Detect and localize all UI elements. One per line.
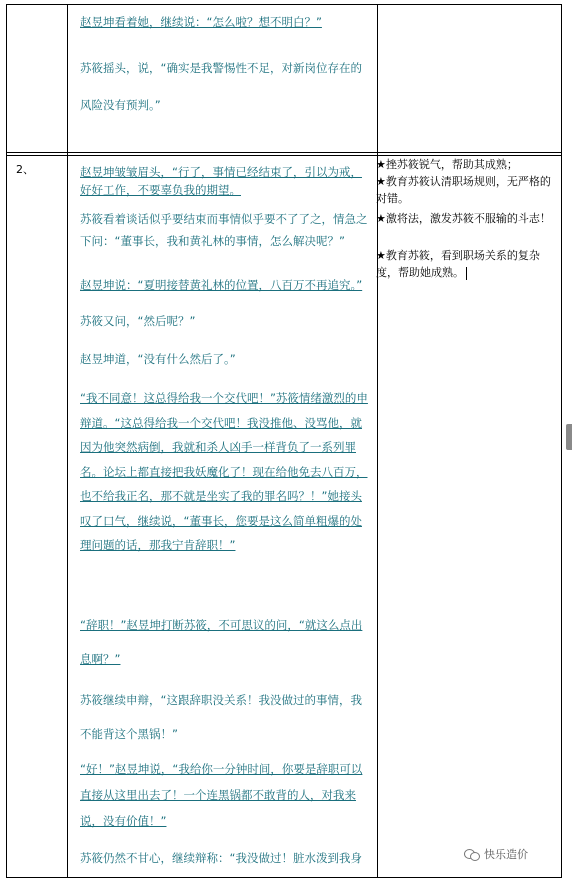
side-scroll-tab[interactable] — [566, 424, 572, 450]
row2-paragraph-6: “我不同意！这总得给我一个交代吧！”苏筱情绪激烈的申辩道。“这总得给我一个交代吧！我没推他、没骂他，就因为他突然病倒，我就和杀人凶手一样背负了一系列罪名。论坛上都直接把我妖魔化了！现在给他免去八百万，也不给我正名，那不就是坐实了我的罪名吗？！”她接头叹了口气，继续说，“董事长，您要是这么简单粗爆的处理问题的话，那我宁肯辞职！” — [80, 391, 368, 552]
row1-paragraph-1: 赵昱坤看着她，继续说：“怎么啦？想不明白？” — [80, 15, 322, 29]
column-divider — [67, 5, 68, 877]
note-item — [376, 247, 556, 281]
row2-paragraph-3: 赵昱坤说：“夏明接替黄礼林的位置，八百万不再追究。” — [80, 278, 363, 292]
note-item: ★激将法，激发苏筱不服输的斗志！ — [376, 212, 551, 225]
row2-paragraph-10: 苏筱仍然不甘心，继续辩称：“我没做过！脏水泼到我身 — [80, 851, 362, 865]
text-cursor — [466, 267, 467, 280]
row2-paragraph-1: 赵昱坤皱皱眉头，“行了，事情已经结束了，引以为戒，好好工作，不要辜负我的期望。 — [80, 165, 362, 197]
row2-paragraph-5: 赵昱坤道，“没有什么然后了。” — [80, 352, 236, 366]
row2-paragraph-7: “辞职！”赵昱坤打断苏筱，不可思议的问，“就这么点出息啊？” — [80, 618, 363, 666]
row2-paragraph-2: 苏筱看着谈话似乎要结束而事情似乎要不了了之，情急之下问：“董事长，我和黄礼林的事情，怎么解决呢？” — [80, 212, 368, 248]
note-item: ★教育苏筱认清职场规则，无严格的对错。 — [376, 175, 551, 205]
row1-paragraph-2: 苏筱摇头，说，“确实是我警惕性不足，对新岗位存在的风险没有预判。” — [80, 61, 362, 112]
note-item: ★挫苏筱锐气，帮助其成熟； — [376, 158, 518, 171]
row2-paragraph-8: 苏筱继续申辩，“这跟辞职没关系！我没做过的事情，我不能背这个黑锅！” — [80, 693, 362, 741]
wechat-icon — [464, 847, 480, 861]
row-border — [7, 152, 561, 153]
watermark — [464, 846, 528, 862]
watermark-text: 快乐造价 — [484, 848, 528, 861]
column-divider — [377, 5, 378, 877]
note-text: ★教育苏筱，看到职场关系的复杂度，帮助她成熟。 — [376, 249, 540, 279]
row2-paragraph-4: 苏筱又问，“然后呢？” — [80, 314, 196, 328]
row2-paragraph-9: “好！”赵昱坤说，“我给你一分钟时间，你要是辞职可以直接从这里出去了！一个连黑锅都不敢背的人，对我来说，没有价值！” — [80, 762, 363, 828]
row-number: 2、 — [16, 163, 34, 176]
